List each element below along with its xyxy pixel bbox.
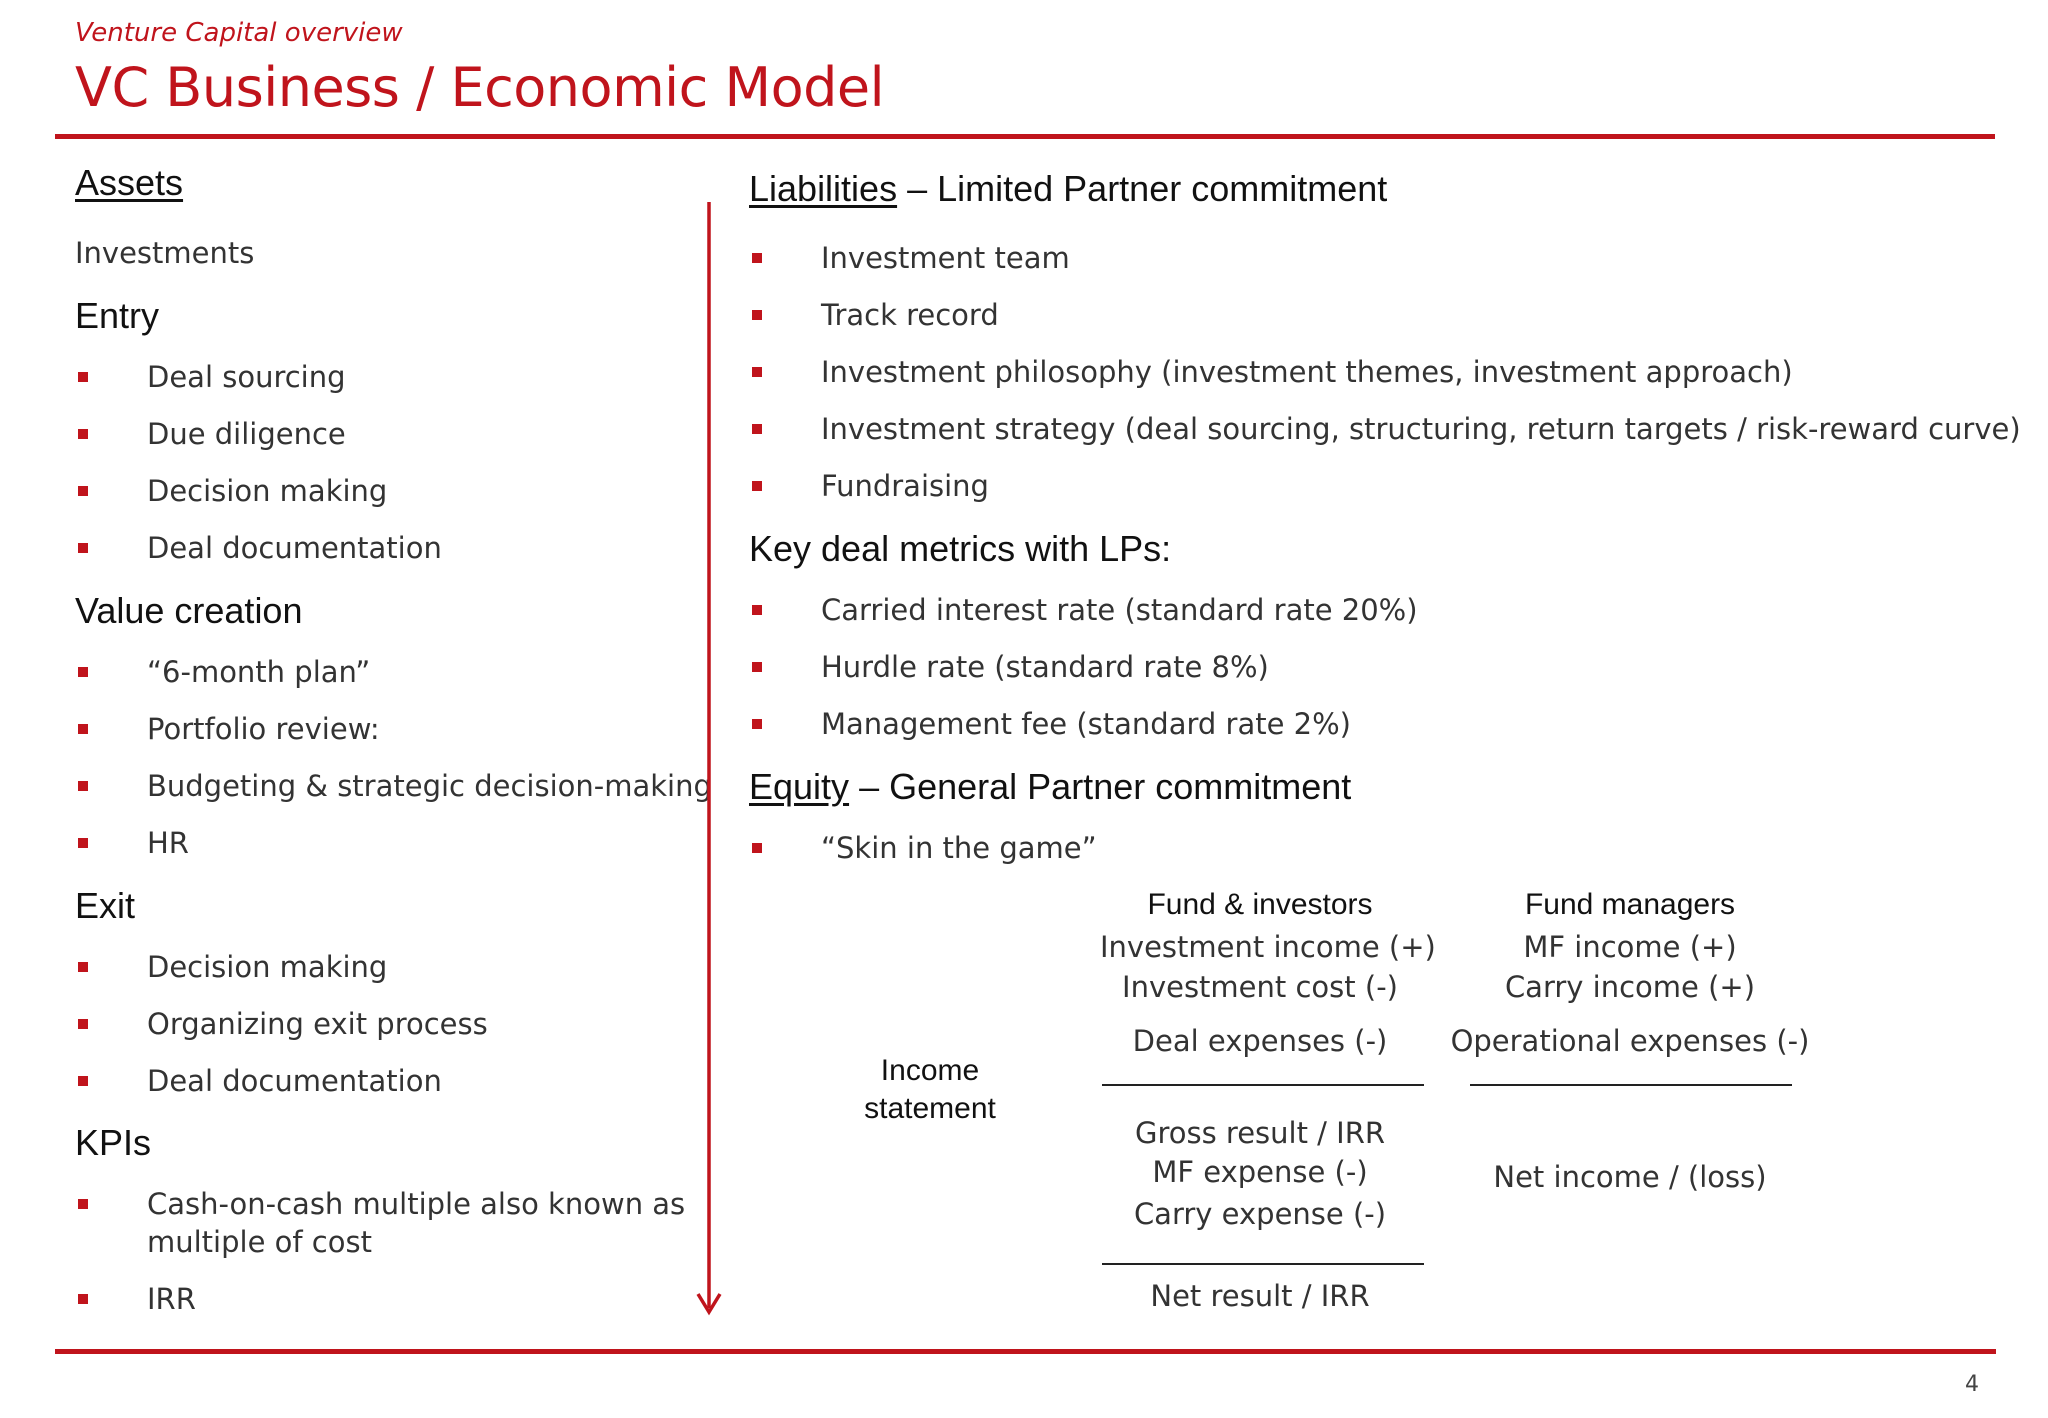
fund-investors-heading: Fund & investors <box>1147 888 1373 921</box>
bullet-icon <box>78 781 88 791</box>
bullet-icon <box>752 424 762 434</box>
list-item: IRR <box>147 1282 196 1316</box>
assets-heading: Assets <box>75 162 184 203</box>
bullet-icon <box>78 1294 88 1304</box>
list-item: Investment strategy (deal sourcing, structuring, return targets / risk-reward curve) <box>821 412 2021 446</box>
bullet-icon <box>752 662 762 672</box>
managers-line-carry-income: Carry income (+) <box>1504 970 1756 1004</box>
managers-line-net-income: Net income / (loss) <box>1493 1160 1767 1194</box>
equity-heading: Equity – General Partner commitment <box>749 766 1352 807</box>
fund-line-mf-expense: MF expense (-) <box>1152 1155 1368 1189</box>
fund-line-investment-income: Investment income (+) <box>1100 930 1436 964</box>
fund-managers-heading: Fund managers <box>1524 888 1736 921</box>
list-item: Investment philosophy (investment themes, investment approach) <box>821 355 1793 389</box>
bullet-icon <box>78 838 88 848</box>
list-item: Cash-on-cash multiple also known as <box>147 1187 686 1221</box>
bottom-rule <box>55 1349 1996 1354</box>
bullet-icon <box>78 429 88 439</box>
list-item-continuation: multiple of cost <box>147 1225 372 1259</box>
subtitle: Venture Capital overview <box>75 18 403 48</box>
list-item: Decision making <box>147 474 388 508</box>
bullet-icon <box>752 310 762 320</box>
list-item: Investment team <box>821 241 1070 275</box>
list-item: Decision making <box>147 950 388 984</box>
entry-heading: Entry <box>75 295 160 336</box>
bullet-icon <box>752 605 762 615</box>
bullet-icon <box>78 1076 88 1086</box>
list-item: Management fee (standard rate 2%) <box>821 707 1351 741</box>
bullet-icon <box>78 962 88 972</box>
bullet-icon <box>78 667 88 677</box>
managers-line-mf-income: MF income (+) <box>1523 930 1737 964</box>
bullet-icon <box>78 724 88 734</box>
divider <box>1102 1263 1424 1265</box>
list-item: Deal documentation <box>147 531 442 565</box>
list-item: Due diligence <box>147 417 346 451</box>
liabilities-heading: Liabilities – Limited Partner commitment <box>749 168 1388 209</box>
list-item: Hurdle rate (standard rate 8%) <box>821 650 1269 684</box>
fund-line-deal-expenses: Deal expenses (-) <box>1132 1024 1388 1058</box>
list-item: Deal documentation <box>147 1064 442 1098</box>
fund-line-net-result: Net result / IRR <box>1150 1279 1370 1313</box>
list-item: “Skin in the game” <box>821 831 1097 865</box>
bullet-icon <box>752 843 762 853</box>
list-item: Track record <box>821 298 999 332</box>
bullet-icon <box>752 253 762 263</box>
fund-line-investment-cost: Investment cost (-) <box>1122 970 1398 1004</box>
kpis-heading: KPIs <box>75 1122 152 1163</box>
fund-line-gross-result: Gross result / IRR <box>1134 1116 1386 1150</box>
income-statement-label-line1: Income <box>880 1054 980 1087</box>
page-title: VC Business / Economic Model <box>75 56 885 119</box>
page-number: 4 <box>1965 1372 1979 1397</box>
list-item: HR <box>147 826 189 860</box>
bullet-icon <box>78 543 88 553</box>
bullet-icon <box>78 372 88 382</box>
managers-line-operational-expenses: Operational expenses (-) <box>1450 1024 1810 1058</box>
list-item: Portfolio review: <box>147 712 380 746</box>
divider <box>1470 1084 1792 1086</box>
divider <box>1102 1084 1424 1086</box>
bullet-icon <box>752 367 762 377</box>
bullet-icon <box>78 1199 88 1209</box>
list-item: “6-month plan” <box>147 655 371 689</box>
value-creation-heading: Value creation <box>75 590 303 631</box>
list-item: Deal sourcing <box>147 360 346 394</box>
bullet-icon <box>78 486 88 496</box>
list-item: Budgeting & strategic decision-making <box>147 769 712 803</box>
bullet-icon <box>752 481 762 491</box>
list-item: Organizing exit process <box>147 1007 488 1041</box>
fund-line-carry-expense: Carry expense (-) <box>1133 1197 1387 1231</box>
list-item: Fundraising <box>821 469 989 503</box>
bullet-icon <box>78 1019 88 1029</box>
exit-heading: Exit <box>75 885 136 926</box>
income-statement-label-line2: statement <box>864 1092 996 1125</box>
metrics-heading: Key deal metrics with LPs: <box>749 528 1172 569</box>
bullet-icon <box>752 719 762 729</box>
down-arrow-icon <box>694 200 724 1320</box>
investments-label: Investments <box>75 236 255 270</box>
list-item: Carried interest rate (standard rate 20%) <box>821 593 1418 627</box>
top-rule <box>55 134 1995 139</box>
